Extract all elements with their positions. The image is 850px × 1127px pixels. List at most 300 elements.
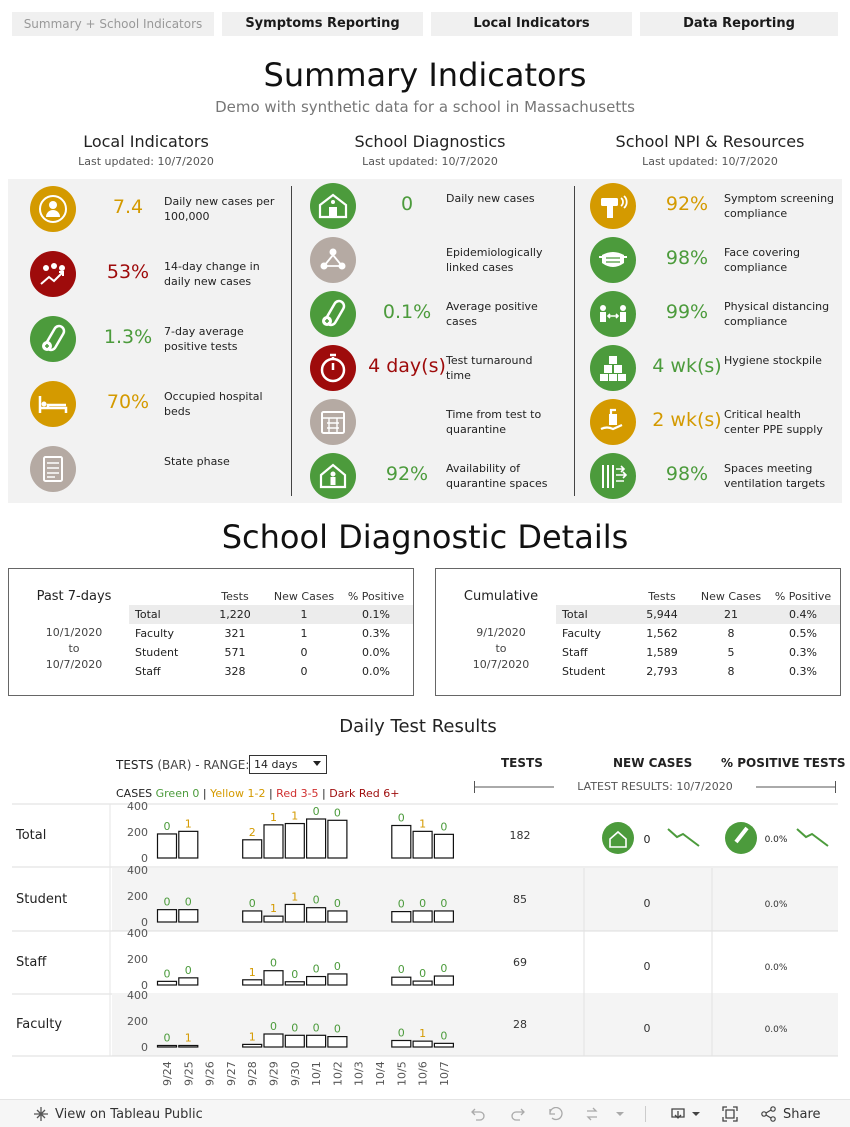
revert-icon[interactable] [548, 1107, 564, 1121]
case-count-label: 0 [440, 962, 448, 976]
test-bar[interactable] [328, 911, 347, 922]
npi-header [570, 132, 850, 168]
legend-separator: | [265, 787, 277, 800]
indicator-label: Critical health center PPE supply [724, 408, 823, 436]
case-count-label: 1 [248, 965, 256, 979]
indicator-value: 53% [106, 261, 150, 283]
test-bar[interactable] [307, 977, 326, 985]
tests-range-label [116, 758, 249, 772]
tab-data-reporting[interactable]: Data Reporting [640, 12, 838, 36]
indicator-label: 14-day change in daily new cases [164, 260, 260, 288]
test-tube-icon [310, 291, 356, 337]
indicator-label: Spaces meeting ventilation targets [724, 462, 826, 490]
bar-range-label: (BAR) - RANGE: [157, 758, 250, 772]
case-count-label: 0 [163, 819, 171, 833]
thermometer-icon [590, 183, 636, 229]
x-tick-label: 10/7 [437, 1061, 451, 1086]
tableau-toolbar [0, 1099, 850, 1127]
latest-pct-value: 0.0% [764, 963, 788, 973]
y-tick-label: 400 [127, 800, 148, 813]
view-on-tableau-link[interactable]: View on Tableau Public [55, 1107, 203, 1122]
y-tick-label: 400 [127, 927, 148, 940]
clipboard-icon [30, 446, 76, 492]
table-cell: 1 [300, 627, 308, 640]
table-cell: 0.3% [362, 627, 390, 640]
indicator-value: 98% [665, 463, 709, 485]
table-cell: 0.4% [766, 605, 840, 624]
distancing-icon [590, 291, 636, 337]
case-count-label: 0 [291, 1021, 299, 1035]
date-from: 10/1/2020 [45, 626, 103, 639]
test-bar[interactable] [264, 825, 283, 858]
indicator-value: 0 [400, 193, 414, 215]
date-to-word: to [495, 642, 507, 655]
calendar-icon [310, 399, 356, 445]
table-cell: Student [562, 665, 606, 678]
legend-item: Green 0 [155, 787, 200, 800]
cases-legend [116, 787, 399, 800]
case-count-label: 0 [333, 959, 341, 973]
latest-tests-value: 85 [513, 893, 527, 906]
table-header [129, 587, 201, 605]
legend-separator: | [199, 787, 211, 800]
chevron-down-icon [313, 761, 321, 766]
table-cell: 328 [224, 665, 246, 678]
refresh-icon[interactable] [585, 1107, 625, 1121]
dashboard-tabs [12, 12, 838, 36]
table-row [556, 643, 840, 662]
trend-down-icon [668, 829, 699, 846]
indicator-value: 0.1% [382, 301, 432, 323]
case-count-label: 1 [184, 1031, 192, 1045]
indicator-item [590, 399, 850, 453]
case-count-label: 1 [291, 890, 299, 904]
latest-new-cases-value: 0 [643, 1022, 651, 1035]
indicator-label: Daily new cases per 100,000 [164, 195, 275, 223]
last-updated: Last updated: 10/7/2020 [642, 155, 778, 168]
redo-icon[interactable] [510, 1107, 526, 1121]
table-cell: Staff [135, 665, 161, 678]
case-count-label: 0 [163, 1031, 171, 1045]
indicator-value: 98% [665, 247, 709, 269]
table-cell: 1,220 [201, 605, 269, 624]
page-title: Summary Indicators [263, 56, 587, 94]
test-bar[interactable] [285, 824, 304, 858]
boxes-icon [590, 345, 636, 391]
case-count-label: 0 [163, 895, 171, 909]
indicator-item [30, 186, 300, 240]
test-bar[interactable] [158, 1046, 177, 1048]
test-bar[interactable] [434, 834, 453, 858]
date-to: 10/7/2020 [45, 658, 103, 671]
latest-tests-value: 69 [513, 956, 527, 969]
case-count-label: 1 [248, 1030, 256, 1044]
case-count-label: 0 [184, 963, 192, 977]
case-count-label: 0 [312, 805, 320, 818]
indicator-label: Hygiene stockpile [724, 354, 822, 367]
test-bar[interactable] [179, 1046, 198, 1048]
trend-down-icon [797, 829, 828, 846]
case-count-label: 0 [270, 1020, 277, 1033]
indicator-label: Occupied hospital beds [164, 390, 263, 418]
y-tick-label: 200 [127, 953, 148, 966]
table-row [556, 605, 840, 624]
tab-symptoms-reporting[interactable]: Symptoms Reporting [222, 12, 423, 36]
table-cell: 8 [727, 665, 735, 678]
school-icon [602, 822, 634, 854]
x-tick-label: 9/27 [224, 1061, 238, 1086]
y-tick-label: 200 [127, 826, 148, 839]
case-count-label: 0 [440, 896, 448, 910]
legend-item: Yellow 1-2 [210, 787, 266, 800]
indicator-item [590, 291, 850, 345]
case-count-label: 0 [248, 896, 256, 910]
table-cell: 571 [224, 646, 246, 659]
people-icon [30, 186, 76, 232]
indicator-item [590, 183, 850, 237]
test-bar[interactable] [434, 976, 453, 985]
table-cell: Total [129, 605, 201, 624]
date-to: 10/7/2020 [472, 658, 530, 671]
latest-new-cases-value: 0 [643, 960, 651, 973]
test-bar[interactable] [264, 971, 283, 985]
indicator-item [310, 291, 580, 345]
test-bar[interactable] [434, 1043, 453, 1047]
indicator-value: 2 wk(s) [652, 409, 722, 431]
cumulative-box [435, 568, 841, 696]
date-range [456, 625, 546, 673]
test-bar[interactable] [264, 1034, 283, 1047]
fullscreen-icon[interactable] [722, 1106, 738, 1122]
test-bar[interactable] [413, 981, 432, 985]
test-bar[interactable] [413, 831, 432, 858]
school-icon [310, 183, 356, 229]
case-count-label: 0 [184, 895, 192, 909]
legend-item: Dark Red 6+ [329, 787, 400, 800]
test-bar[interactable] [392, 977, 411, 985]
box-title: Cumulative [463, 589, 539, 604]
box-title: Past 7-days [36, 589, 112, 604]
case-count-label: 0 [397, 811, 405, 825]
case-count-label: 2 [248, 825, 256, 839]
table-cell: Total [556, 605, 628, 624]
test-bar[interactable] [285, 904, 304, 922]
y-tick-label: 200 [127, 1015, 148, 1028]
cumulative-table [556, 587, 840, 681]
tab-summary[interactable]: Summary + School Indicators [12, 12, 214, 36]
y-tick-label: 400 [127, 989, 148, 1002]
y-tick-label: 0 [141, 916, 148, 929]
table-header: Tests [648, 589, 676, 603]
indicator-value: 4 wk(s) [652, 355, 722, 377]
x-tick-label: 9/30 [288, 1061, 302, 1086]
range-dropdown[interactable] [249, 755, 327, 774]
indicator-label: 7-day average positive tests [164, 325, 244, 353]
row-label: Total [16, 828, 47, 843]
col-tests-header: TESTS [501, 756, 543, 770]
y-tick-label: 0 [141, 979, 148, 992]
table-cell: 0 [300, 665, 308, 678]
test-bar[interactable] [243, 911, 262, 922]
table-cell: 0.0% [362, 646, 390, 659]
table-row [129, 643, 413, 662]
latest-pct-value: 0.0% [764, 835, 788, 845]
case-count-label: 1 [270, 902, 277, 916]
table-cell: 8 [727, 627, 735, 640]
case-count-label: 0 [440, 1029, 448, 1043]
table-header [556, 587, 628, 605]
indicator-item [590, 237, 850, 291]
test-bar[interactable] [179, 831, 198, 858]
school-diagnostics-header [290, 132, 570, 168]
trend-up-icon [30, 251, 76, 297]
x-tick-label: 9/25 [182, 1061, 196, 1086]
indicator-label: Test turnaround time [446, 354, 533, 382]
test-bar[interactable] [307, 908, 326, 922]
test-bar[interactable] [285, 982, 304, 985]
latest-tests-value: 28 [513, 1018, 527, 1031]
row-label: Faculty [16, 1017, 63, 1032]
test-bar[interactable] [179, 978, 198, 985]
legend-separator: | [318, 787, 330, 800]
home-person-icon [310, 453, 356, 499]
indicator-value: 4 day(s) [368, 355, 446, 377]
case-count-label: 0 [440, 820, 448, 834]
indicator-item [30, 446, 300, 500]
row-background [112, 993, 838, 1056]
table-cell: 0.3% [789, 646, 817, 659]
test-bar[interactable] [413, 911, 432, 922]
past-7-days-table [129, 587, 413, 681]
case-count-label: 1 [184, 817, 192, 831]
indicator-item [30, 381, 300, 435]
table-cell: 1,562 [646, 627, 678, 640]
y-tick-label: 0 [141, 1041, 148, 1054]
network-icon [310, 237, 356, 283]
row-background [112, 868, 838, 931]
test-bar[interactable] [243, 980, 262, 985]
x-tick-label: 9/24 [161, 1061, 174, 1086]
table-header: New Cases [273, 589, 335, 603]
table-cell: 0.3% [789, 665, 817, 678]
indicator-item [590, 345, 850, 399]
test-bar[interactable] [328, 974, 347, 985]
column-heading: School Diagnostics [354, 132, 506, 151]
test-bar[interactable] [392, 1041, 411, 1048]
test-tube-icon [30, 316, 76, 362]
x-tick-label: 10/1 [310, 1061, 324, 1086]
x-tick-label: 9/29 [267, 1061, 281, 1086]
table-cell: Staff [562, 646, 588, 659]
x-tick-label: 10/6 [416, 1061, 430, 1086]
latest-results-label: LATEST RESULTS: 10/7/2020 [577, 780, 733, 793]
table-cell: 1 [269, 605, 339, 624]
x-tick-label: 10/3 [352, 1061, 366, 1086]
indicator-value: 1.3% [103, 326, 153, 348]
date-to-word: to [68, 642, 80, 655]
test-bar[interactable] [434, 911, 453, 922]
details-title: School Diagnostic Details [221, 518, 629, 556]
latest-new-cases-value: 0 [643, 833, 651, 846]
col-new-cases-header: NEW CASES [613, 756, 693, 770]
test-bar[interactable] [392, 912, 411, 922]
test-bar[interactable] [158, 981, 177, 985]
indicator-label: Epidemiologically linked cases [446, 246, 543, 274]
column-heading: Local Indicators [83, 132, 209, 151]
test-bar[interactable] [307, 819, 326, 858]
table-cell: 21 [696, 605, 766, 624]
ventilation-icon [590, 453, 636, 499]
date-range [29, 625, 119, 673]
case-count-label: 0 [312, 962, 320, 976]
table-row [129, 624, 413, 643]
latest-new-cases-value: 0 [643, 897, 651, 910]
table-header: % Positive [774, 589, 832, 603]
test-bar[interactable] [392, 826, 411, 859]
stopwatch-icon [310, 345, 356, 391]
indicator-item [30, 251, 300, 305]
indicator-value: 70% [106, 391, 150, 413]
latest-tests-value: 182 [509, 829, 531, 842]
mask-icon [590, 237, 636, 283]
case-count-label: 1 [419, 817, 427, 831]
indicator-label: Time from test to quarantine [446, 408, 542, 436]
last-updated: Last updated: 10/7/2020 [362, 155, 498, 168]
indicator-label: Symptom screening compliance [724, 192, 835, 220]
indicator-label: Face covering compliance [724, 246, 800, 274]
indicator-item [310, 183, 580, 237]
table-header: Tests [221, 589, 249, 603]
row-label: Staff [16, 955, 47, 970]
case-count-label: 1 [419, 1027, 427, 1041]
case-count-label: 0 [397, 963, 405, 977]
table-cell: Faculty [562, 627, 601, 640]
case-count-label: 0 [333, 806, 341, 820]
table-cell: 5 [727, 646, 735, 659]
case-count-label: 1 [291, 809, 299, 823]
indicator-label: State phase [164, 455, 230, 468]
legend-item: Red 3-5 [276, 787, 319, 800]
y-tick-label: 0 [141, 852, 148, 865]
table-row [556, 662, 840, 681]
indicator-label: Daily new cases [446, 192, 535, 205]
case-count-label: 0 [312, 893, 320, 907]
indicator-item [30, 316, 300, 370]
hand-sanitizer-icon [590, 399, 636, 445]
row-label: Student [16, 892, 68, 907]
cases-label: CASES [116, 787, 153, 800]
x-tick-label: 9/26 [203, 1061, 217, 1086]
tab-local-indicators[interactable]: Local Indicators [431, 12, 632, 36]
table-cell: Faculty [135, 627, 174, 640]
case-count-label: 1 [270, 810, 277, 824]
x-tick-label: 9/28 [246, 1061, 260, 1086]
test-bar[interactable] [328, 820, 347, 858]
x-tick-label: 10/5 [395, 1061, 409, 1086]
x-tick-label: 10/2 [331, 1061, 345, 1086]
test-bar[interactable] [307, 1035, 326, 1047]
case-count-label: 0 [270, 956, 277, 970]
table-cell: 0.0% [362, 665, 390, 678]
col-pct-positive-header: % POSITIVE TESTS [721, 756, 846, 770]
test-bar[interactable] [328, 1037, 347, 1047]
past-7-days-box [8, 568, 414, 696]
undo-icon[interactable] [470, 1107, 486, 1121]
table-cell: 321 [224, 627, 246, 640]
table-cell: 1,589 [646, 646, 678, 659]
table-cell: 5,944 [628, 605, 696, 624]
x-tick-label: 10/4 [374, 1061, 387, 1086]
indicator-value: 7.4 [112, 196, 144, 218]
daily-results-title: Daily Test Results [339, 716, 497, 737]
indicator-value: 92% [665, 193, 709, 215]
test-bar[interactable] [179, 910, 198, 922]
case-count-label: 0 [333, 896, 341, 910]
date-from: 9/1/2020 [476, 626, 526, 639]
indicator-label: Availability of quarantine spaces [446, 462, 548, 490]
column-heading: School NPI & Resources [615, 132, 805, 151]
local-indicators-header [6, 132, 286, 168]
case-count-label: 0 [397, 897, 405, 911]
share-icon[interactable] [761, 1106, 777, 1122]
indicator-item [310, 237, 580, 291]
table-row [129, 662, 413, 681]
tableau-logo-icon [34, 1107, 48, 1121]
table-cell: Student [135, 646, 179, 659]
case-count-label: 0 [397, 1026, 405, 1040]
hospital-bed-icon [30, 381, 76, 427]
indicator-item [590, 453, 850, 507]
indicator-value: 92% [385, 463, 429, 485]
latest-pct-value: 0.0% [764, 900, 788, 910]
range-value: 14 days [254, 758, 298, 771]
download-icon[interactable] [671, 1106, 701, 1122]
indicator-item [310, 399, 580, 453]
share-button[interactable]: Share [783, 1107, 821, 1122]
table-cell: 0 [300, 646, 308, 659]
table-header: % Positive [347, 589, 405, 603]
case-count-label: 0 [419, 896, 427, 910]
indicator-item [310, 345, 580, 399]
test-bar[interactable] [264, 916, 283, 922]
test-bar[interactable] [413, 1041, 432, 1047]
table-cell: 0.5% [789, 627, 817, 640]
case-count-label: 0 [291, 967, 299, 981]
test-bar[interactable] [158, 834, 177, 858]
case-count-label: 0 [333, 1022, 341, 1036]
table-cell: 2,793 [646, 665, 678, 678]
case-count-label: 0 [312, 1021, 320, 1035]
last-updated: Last updated: 10/7/2020 [78, 155, 214, 168]
table-row [556, 624, 840, 643]
indicator-item [310, 453, 580, 507]
indicator-label: Average positive cases [446, 300, 538, 328]
tests-label: TESTS [116, 758, 154, 772]
y-tick-label: 200 [127, 890, 148, 903]
indicator-label: Physical distancing compliance [724, 300, 830, 328]
y-tick-label: 400 [127, 864, 148, 877]
case-count-label: 0 [163, 967, 171, 981]
table-header: New Cases [700, 589, 762, 603]
table-row [129, 605, 413, 624]
indicator-value: 99% [665, 301, 709, 323]
latest-pct-value: 0.0% [764, 1025, 788, 1035]
test-bar[interactable] [243, 1044, 262, 1047]
case-count-label: 0 [419, 967, 427, 981]
test-bar[interactable] [285, 1035, 304, 1047]
test-bar[interactable] [158, 910, 177, 922]
test-bar[interactable] [243, 840, 262, 858]
